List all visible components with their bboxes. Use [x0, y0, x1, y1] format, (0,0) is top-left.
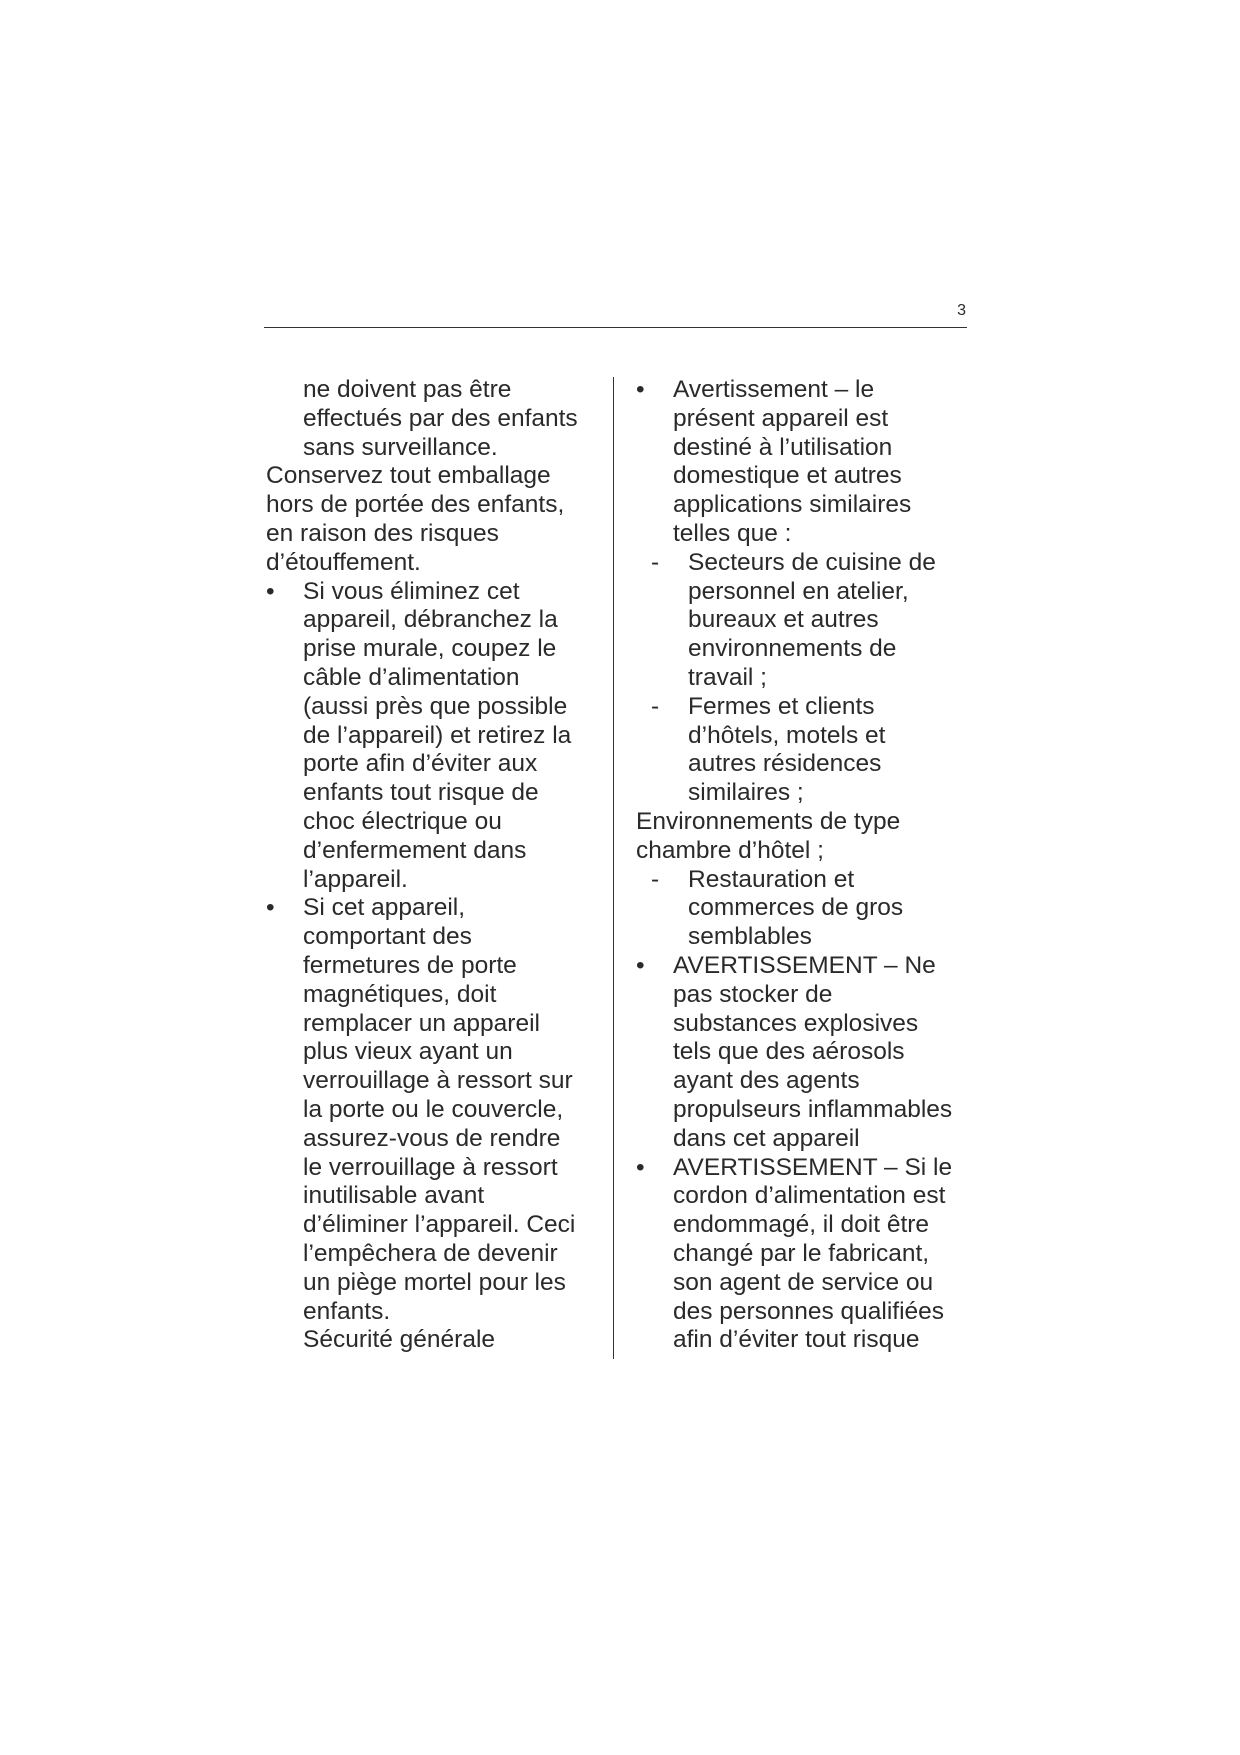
section-heading: Sécurité générale: [303, 1326, 496, 1354]
dash-marker: -: [651, 692, 660, 720]
text-line: effectués par des enfants: [303, 404, 578, 432]
text-line: changé par le fabricant,: [673, 1239, 930, 1267]
text-line: présent appareil est: [673, 404, 889, 432]
text-line: afin d’éviter tout risque: [673, 1326, 920, 1354]
text-line: ayant des agents: [673, 1067, 860, 1095]
text-line: tels que des aérosols: [673, 1038, 905, 1066]
text-line: verrouillage à ressort sur: [303, 1067, 573, 1095]
hotel-room-paragraph: [636, 808, 971, 866]
text-line: environnements de: [688, 635, 897, 663]
text-line: le verrouillage à ressort: [303, 1153, 558, 1181]
dash-marker: -: [651, 865, 660, 893]
text-line: câble d’alimentation: [303, 663, 520, 691]
text-line: prise murale, coupez le: [303, 635, 557, 663]
text-line: la porte ou le couvercle,: [303, 1095, 564, 1123]
text-line: (aussi près que possible: [303, 692, 568, 720]
text-line: domestique et autres: [673, 462, 902, 490]
text-line: des personnes qualifiées: [673, 1297, 945, 1325]
text-line: enfants.: [303, 1297, 391, 1325]
page-number: 3: [957, 302, 966, 319]
text-line: son agent de service ou: [673, 1268, 934, 1296]
dash-text: Restauration et: [688, 865, 855, 893]
text-line: propulseurs inflammables: [673, 1095, 953, 1123]
dash-item-staff-kitchens: [636, 549, 971, 693]
text-line: [636, 952, 971, 981]
text-line: inutilisable avant: [303, 1182, 485, 1210]
text-line: enfants tout risque de: [303, 779, 539, 807]
text-line: similaires ;: [688, 779, 804, 807]
text-line: magnétiques, doit: [303, 980, 497, 1008]
bullet-item-explosives-warning: [636, 952, 971, 1154]
text-line: pas stocker de: [673, 980, 833, 1008]
bullet-item-power-cord-warning: [636, 1154, 971, 1356]
packaging-paragraph: [266, 462, 596, 577]
text-line: en raison des risques: [266, 519, 499, 547]
intro-continuation: [266, 376, 596, 462]
text-line: choc électrique ou: [303, 807, 502, 835]
text-line: [266, 894, 596, 923]
text-line: appareil, débranchez la: [303, 606, 558, 634]
text-line: destiné à l’utilisation: [673, 433, 893, 461]
bullet-item-disposal: [266, 578, 596, 895]
text-line: [636, 693, 971, 722]
right-column: [636, 376, 971, 1355]
bullet-marker: •: [266, 894, 275, 922]
text-line: [636, 1154, 971, 1183]
bullet-text: AVERTISSEMENT – Si le: [673, 1153, 953, 1181]
column-divider: [613, 377, 614, 1359]
bullet-marker: •: [636, 1153, 645, 1181]
bullet-marker: •: [636, 376, 645, 403]
text-line: d’éliminer l’appareil. Ceci: [303, 1211, 576, 1239]
bullet-text: AVERTISSEMENT – Ne: [673, 951, 936, 979]
text-line: endommagé, il doit être: [673, 1211, 930, 1239]
text-line: applications similaires: [673, 491, 912, 519]
text-line: chambre d’hôtel ;: [636, 836, 824, 864]
text-line: personnel en atelier,: [688, 577, 909, 605]
dash-item-catering: [636, 866, 971, 952]
dash-marker: -: [651, 548, 660, 576]
text-line: telles que :: [673, 519, 792, 547]
text-line: ne doivent pas être: [303, 376, 512, 403]
text-line: assurez-vous de rendre: [303, 1124, 561, 1152]
text-line: sans surveillance.: [303, 433, 498, 461]
text-line: Conservez tout emballage: [266, 462, 551, 490]
text-line: [636, 376, 971, 405]
text-line: autres résidences: [688, 750, 882, 778]
bullet-item-magnetic-doors: [266, 894, 596, 1326]
text-line: plus vieux ayant un: [303, 1038, 513, 1066]
text-line: cordon d’alimentation est: [673, 1182, 946, 1210]
text-line: commerces de gros: [688, 894, 904, 922]
text-line: d’enfermement dans: [303, 836, 527, 864]
text-line: [636, 549, 971, 578]
text-line: fermetures de porte: [303, 951, 517, 979]
dash-text: Secteurs de cuisine de: [688, 548, 936, 576]
text-line: comportant des: [303, 923, 472, 951]
bullet-marker: •: [636, 951, 645, 979]
text-line: porte afin d’éviter aux: [303, 750, 538, 778]
text-line: bureaux et autres: [688, 606, 879, 634]
bullet-marker: •: [266, 577, 275, 605]
text-line: remplacer un appareil: [303, 1009, 540, 1037]
bullet-text: Si cet appareil,: [303, 894, 466, 922]
text-line: substances explosives: [673, 1009, 919, 1037]
text-line: un piège mortel pour les: [303, 1268, 566, 1296]
dash-item-farms-hotels: [636, 693, 971, 808]
bullet-text: Avertissement – le: [673, 376, 875, 403]
text-line: travail ;: [688, 663, 767, 691]
text-line: Environnements de type: [636, 807, 901, 835]
text-line: [636, 866, 971, 895]
bullet-item-domestic-use: [636, 376, 971, 549]
text-line: de l’appareil) et retirez la: [303, 721, 572, 749]
text-line: semblables: [688, 923, 812, 951]
text-line: d’hôtels, motels et: [688, 721, 886, 749]
text-line: dans cet appareil: [673, 1124, 860, 1152]
bullet-text: Si vous éliminez cet: [303, 577, 520, 605]
text-line: hors de portée des enfants,: [266, 491, 565, 519]
text-line: [266, 578, 596, 607]
text-line: l’appareil.: [303, 865, 408, 893]
text-line: d’étouffement.: [266, 548, 421, 576]
header-rule: [264, 327, 967, 328]
text-line: l’empêchera de devenir: [303, 1239, 558, 1267]
dash-text: Fermes et clients: [688, 692, 875, 720]
left-column: [266, 376, 596, 1355]
